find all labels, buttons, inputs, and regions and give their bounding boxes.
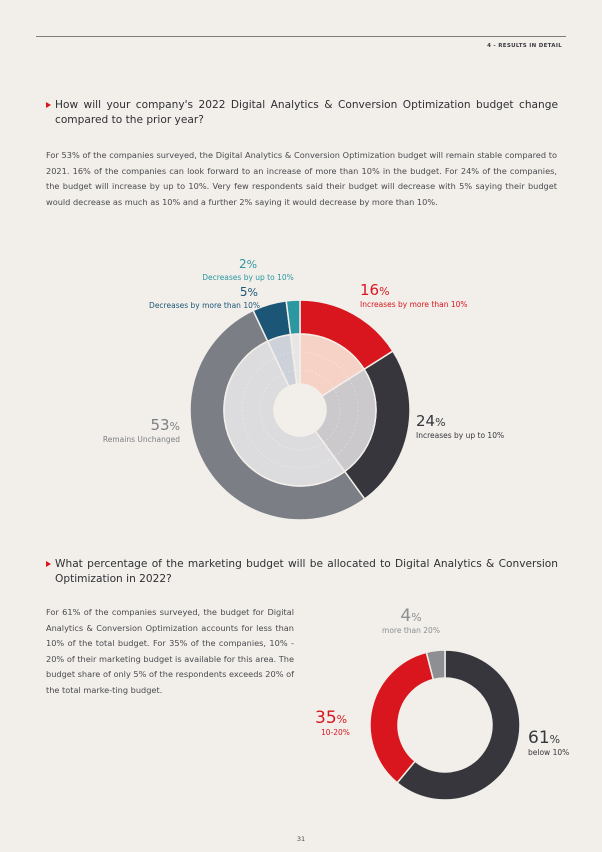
value-label: 53% — [150, 416, 180, 434]
legend-label: Increases by up to 10% — [416, 431, 505, 440]
legend-label: Remains Unchanged — [102, 435, 180, 444]
callout-more-20 — [372, 608, 450, 635]
question-1-paragraph: For 53% of the companies surveyed, the Digital Analytics & Conversion Optimization budget will remain stable compared to 2021. 16% of the companies can look forward to an increase of more than 10% in the budget. For 24% of the companies, the budget will increase by up to 10%. Very few respondents said their budget will decrease with 5% saying their budget would decrease as much as 10% and a further 2% saying it would decrease by more than 10%. — [46, 150, 557, 207]
legend-label: 10-20% — [321, 728, 350, 737]
value-label: 5% — [239, 285, 258, 299]
legend-label: below 10% — [528, 748, 570, 757]
value-label: 16% — [360, 281, 390, 299]
value-label: 61% — [528, 728, 561, 748]
legend-label: more than 20% — [382, 626, 440, 635]
legend-label: Decreases by up to 10% — [202, 273, 294, 282]
donut-slice-1 — [370, 652, 433, 782]
legend-label: Decreases by more than 10% — [149, 301, 260, 310]
value-label: 35% — [315, 708, 348, 728]
callout-unchanged — [92, 417, 180, 444]
question-1-text: How will your company's 2022 Digital Analytics & Conversion Optimization budget change compared to the prior year? — [55, 99, 558, 126]
callout-increase-up-10 — [416, 413, 504, 440]
section-label: 4 - RESULTS IN DETAIL — [487, 43, 562, 49]
callout-below-10 — [528, 730, 569, 757]
value-label: 2% — [238, 257, 258, 271]
page-number: 31 — [296, 835, 306, 843]
value-label: 4% — [400, 606, 422, 626]
legend-label: Increases by more than 10% — [360, 300, 468, 309]
callout-increase-more-10 — [360, 282, 468, 309]
question-2-text: What percentage of the marketing budget will be allocated to Digital Analytics & Conversion Optimization in 2022? — [55, 558, 558, 585]
callout-decrease-up-10 — [196, 256, 300, 282]
callout-10-20 — [315, 710, 350, 737]
callout-decrease-more-10 — [136, 284, 260, 310]
question-2-paragraph: For 61% of the companies surveyed, the budget for Digital Analytics & Conversion Optimization accounts for less than 10% of the total budget. For 35% of the companies, 10% - 20% of their marketing budget is available for this area. The budget share of only 5% of the respondents exceeds 20% of the total marke-ting budget. — [46, 607, 294, 695]
value-label: 24% — [416, 412, 446, 430]
